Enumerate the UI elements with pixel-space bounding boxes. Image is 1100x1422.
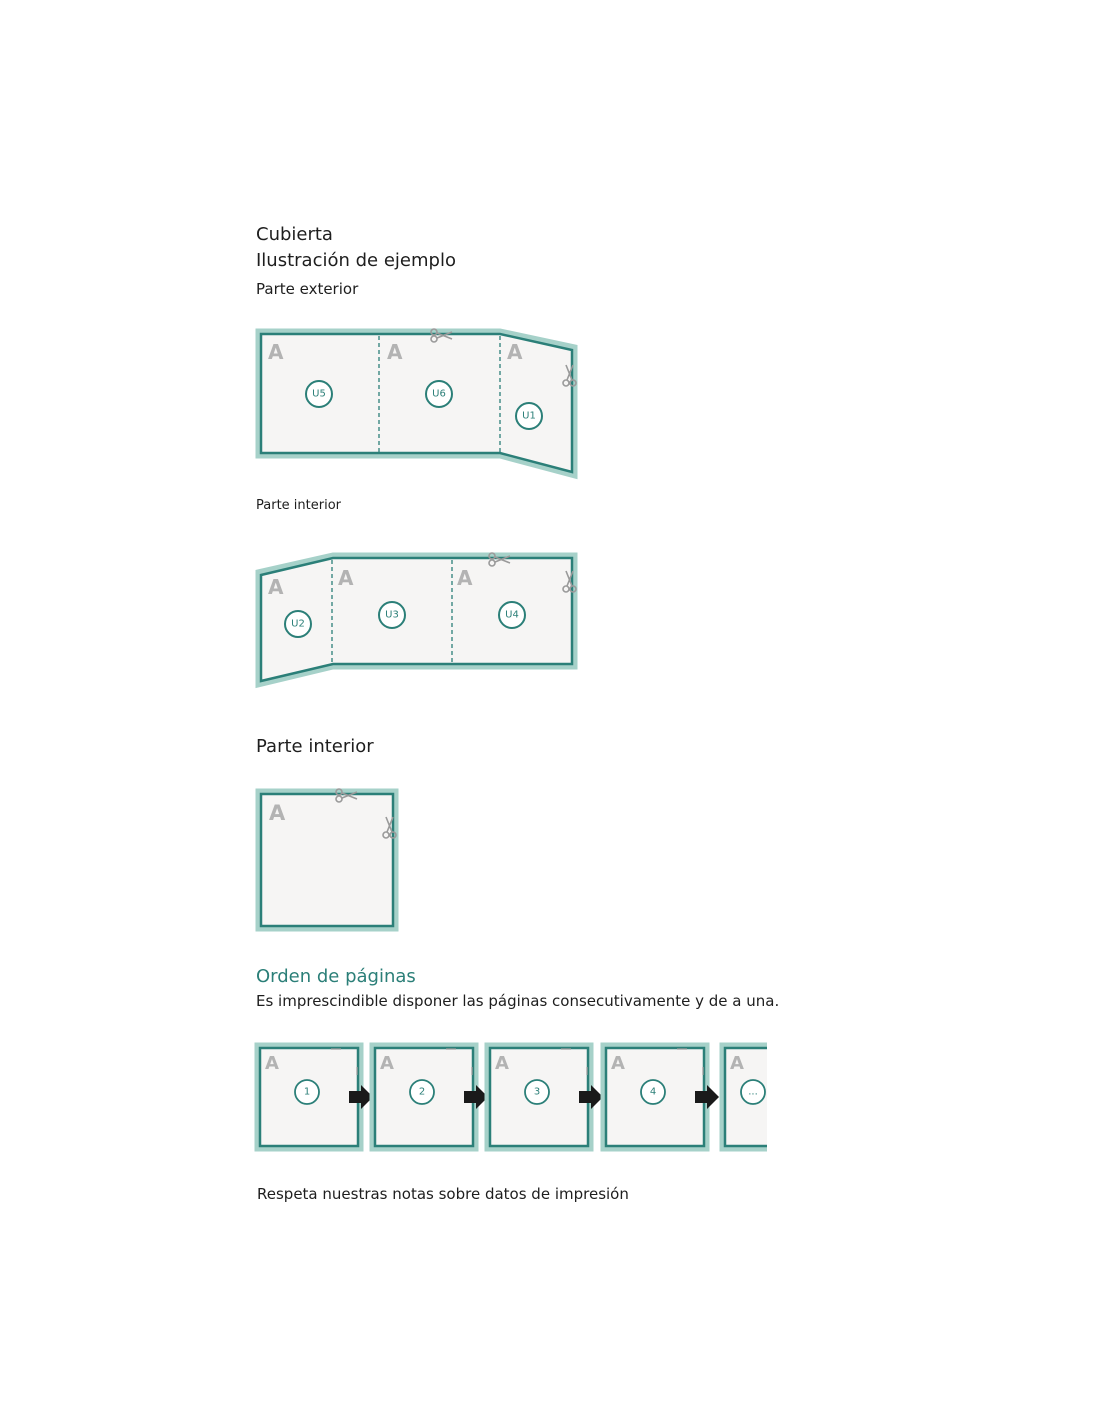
page-order-title: Orden de páginas bbox=[256, 966, 416, 987]
marker-letter-a: A bbox=[730, 1053, 744, 1074]
marker-letter-a: A bbox=[457, 566, 473, 590]
cover-subtitle: Ilustración de ejemplo bbox=[256, 250, 456, 271]
marker-letter-a: A bbox=[268, 575, 284, 599]
interior-title: Parte interior bbox=[256, 736, 374, 757]
cover-title: Cubierta bbox=[256, 224, 333, 245]
outer-label: Parte exterior bbox=[256, 280, 359, 298]
marker-letter-a: A bbox=[507, 340, 523, 364]
panel-label: U5 bbox=[312, 388, 326, 400]
marker-letter-a: A bbox=[380, 1053, 394, 1074]
page-number-label: 4 bbox=[649, 1086, 657, 1098]
page-number-label: ... bbox=[748, 1086, 758, 1098]
marker-letter-a: A bbox=[495, 1053, 509, 1074]
page-order-description: Es imprescindible disponer las páginas consecutivamente y de a una. bbox=[256, 992, 780, 1010]
page-number-label: 1 bbox=[303, 1086, 311, 1098]
marker-letter-a: A bbox=[338, 566, 354, 590]
panel-label: U6 bbox=[432, 388, 446, 400]
page-thumbnail bbox=[372, 1045, 488, 1149]
page-thumbnail bbox=[603, 1045, 719, 1149]
page-thumbnail bbox=[487, 1045, 603, 1149]
inner-label: Parte interior bbox=[256, 498, 341, 513]
marker-letter-a: A bbox=[265, 1053, 279, 1074]
footer-note: Respeta nuestras notas sobre datos de impresión bbox=[257, 1185, 629, 1203]
page-number-label: 3 bbox=[533, 1086, 541, 1098]
page-thumbnail bbox=[722, 1045, 767, 1149]
marker-letter-a: A bbox=[611, 1053, 625, 1074]
panel-label: U3 bbox=[385, 609, 399, 621]
panel-label: U2 bbox=[291, 618, 305, 630]
marker-letter-a: A bbox=[387, 340, 403, 364]
panel-label: U1 bbox=[522, 410, 536, 422]
marker-letter-a: A bbox=[268, 340, 284, 364]
panel-label: U4 bbox=[505, 609, 519, 621]
marker-letter-a: A bbox=[269, 801, 286, 825]
page-thumbnail bbox=[257, 1045, 373, 1149]
page-number-label: 2 bbox=[418, 1086, 426, 1098]
